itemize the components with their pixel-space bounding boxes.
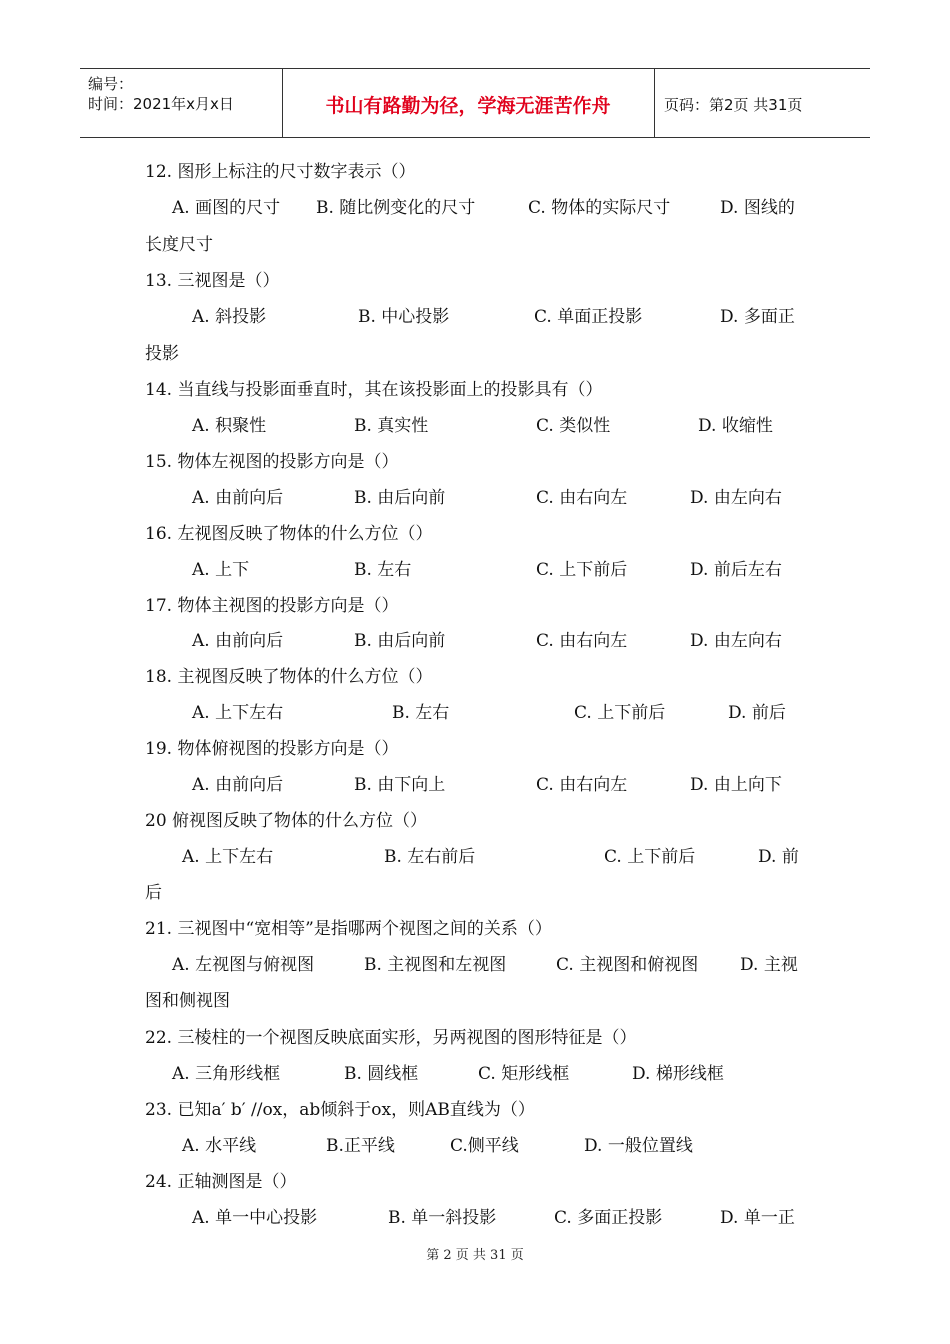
header-meta-cell bbox=[80, 69, 283, 137]
question-12-option-a: A. 画图的尺寸 bbox=[172, 198, 281, 218]
header-motto: 书山有路勤为径，学海无涯苦作舟 bbox=[325, 95, 611, 117]
header-motto-cell bbox=[282, 69, 655, 137]
question-13-text: 13. 三视图是（） bbox=[145, 271, 280, 291]
question-16-option-c: C. 上下前后 bbox=[536, 560, 628, 580]
header-page-label: 页码：第2页 共31页 bbox=[664, 96, 803, 114]
question-15-option-d: D. 由左向右 bbox=[690, 488, 782, 508]
question-23-option-a: A. 水平线 bbox=[182, 1136, 257, 1156]
question-20-option-c: C. 上下前后 bbox=[604, 847, 696, 867]
question-15-option-a: A. 由前向后 bbox=[192, 488, 284, 508]
question-12-option-c: C. 物体的实际尺寸 bbox=[528, 198, 671, 218]
question-19-text: 19. 物体俯视图的投影方向是（） bbox=[145, 739, 399, 759]
question-23-option-b: B.正平线 bbox=[326, 1136, 395, 1156]
question-24-option-c: C. 多面正投影 bbox=[554, 1208, 663, 1228]
question-24-text: 24. 正轴测图是（） bbox=[145, 1172, 297, 1192]
question-16-option-b: B. 左右 bbox=[354, 560, 412, 580]
question-22-option-d: D. 梯形线框 bbox=[632, 1064, 724, 1084]
question-16-text: 16. 左视图反映了物体的什么方位（） bbox=[145, 524, 433, 544]
header-time-label: 时间：2021年x月x日 bbox=[88, 95, 234, 113]
question-15-option-c: C. 由右向左 bbox=[536, 488, 628, 508]
question-22-text: 22. 三棱柱的一个视图反映底面实形，另两视图的图形特征是（） bbox=[145, 1028, 637, 1048]
question-13-option-d: D. 多面正 bbox=[720, 307, 795, 327]
question-23-text: 23. 已知a′ b′ //ox，ab倾斜于ox，则AB直线为（） bbox=[145, 1100, 535, 1120]
question-18-option-d: D. 前后 bbox=[728, 703, 786, 723]
question-14-option-d: D. 收缩性 bbox=[698, 416, 773, 436]
question-13-option-b: B. 中心投影 bbox=[358, 307, 450, 327]
question-17-option-b: B. 由后向前 bbox=[354, 631, 446, 651]
question-12-option-d: D. 图线的 bbox=[720, 198, 795, 218]
question-24-option-a: A. 单一中心投影 bbox=[192, 1208, 318, 1228]
question-18-option-c: C. 上下前后 bbox=[574, 703, 666, 723]
question-21-text: 21. 三视图中“宽相等”是指哪两个视图之间的关系（） bbox=[145, 919, 552, 939]
question-21-wrap: 图和侧视图 bbox=[145, 991, 230, 1011]
question-21-option-d: D. 主视 bbox=[740, 955, 798, 975]
question-12-text: 12. 图形上标注的尺寸数字表示（） bbox=[145, 162, 416, 182]
question-20-wrap: 后 bbox=[145, 883, 162, 903]
page-footer: 第 2 页 共 31 页 bbox=[426, 1248, 524, 1263]
header-page-cell bbox=[654, 69, 870, 137]
question-15-option-b: B. 由后向前 bbox=[354, 488, 446, 508]
question-16-option-d: D. 前后左右 bbox=[690, 560, 782, 580]
question-17-option-c: C. 由右向左 bbox=[536, 631, 628, 651]
question-21-option-a: A. 左视图与俯视图 bbox=[172, 955, 315, 975]
question-21-option-c: C. 主视图和俯视图 bbox=[556, 955, 699, 975]
question-20-option-d: D. 前 bbox=[758, 847, 799, 867]
question-12-option-b: B. 随比例变化的尺寸 bbox=[316, 198, 476, 218]
question-14-option-a: A. 积聚性 bbox=[192, 416, 267, 436]
question-17-option-d: D. 由左向右 bbox=[690, 631, 782, 651]
question-13-option-a: A. 斜投影 bbox=[192, 307, 267, 327]
question-21-option-b: B. 主视图和左视图 bbox=[364, 955, 507, 975]
question-13-option-c: C. 单面正投影 bbox=[534, 307, 643, 327]
question-17-option-a: A. 由前向后 bbox=[192, 631, 284, 651]
question-22-option-a: A. 三角形线框 bbox=[172, 1064, 281, 1084]
question-19-option-a: A. 由前向后 bbox=[192, 775, 284, 795]
question-14-option-b: B. 真实性 bbox=[354, 416, 429, 436]
question-19-option-d: D. 由上向下 bbox=[690, 775, 782, 795]
question-24-option-b: B. 单一斜投影 bbox=[388, 1208, 497, 1228]
question-16-option-a: A. 上下 bbox=[192, 560, 250, 580]
question-19-option-b: B. 由下向上 bbox=[354, 775, 446, 795]
question-15-text: 15. 物体左视图的投影方向是（） bbox=[145, 452, 399, 472]
question-23-option-c: C.侧平线 bbox=[450, 1136, 519, 1156]
question-23-option-d: D. 一般位置线 bbox=[584, 1136, 693, 1156]
question-22-option-c: C. 矩形线框 bbox=[478, 1064, 570, 1084]
question-20-text: 20 俯视图反映了物体的什么方位（） bbox=[145, 811, 428, 831]
question-18-option-b: B. 左右 bbox=[392, 703, 450, 723]
question-20-option-a: A. 上下左右 bbox=[182, 847, 274, 867]
question-13-wrap: 投影 bbox=[145, 344, 179, 364]
question-14-text: 14. 当直线与投影面垂直时，其在该投影面上的投影具有（） bbox=[145, 380, 603, 400]
question-20-option-b: B. 左右前后 bbox=[384, 847, 476, 867]
question-14-option-c: C. 类似性 bbox=[536, 416, 611, 436]
question-17-text: 17. 物体主视图的投影方向是（） bbox=[145, 596, 399, 616]
question-18-option-a: A. 上下左右 bbox=[192, 703, 284, 723]
question-19-option-c: C. 由右向左 bbox=[536, 775, 628, 795]
page-header bbox=[80, 68, 870, 138]
question-22-option-b: B. 圆线框 bbox=[344, 1064, 419, 1084]
question-24-option-d: D. 单一正 bbox=[720, 1208, 795, 1228]
header-id-label: 编号： bbox=[88, 75, 134, 93]
question-12-wrap: 长度尺寸 bbox=[145, 235, 213, 255]
question-18-text: 18. 主视图反映了物体的什么方位（） bbox=[145, 667, 433, 687]
